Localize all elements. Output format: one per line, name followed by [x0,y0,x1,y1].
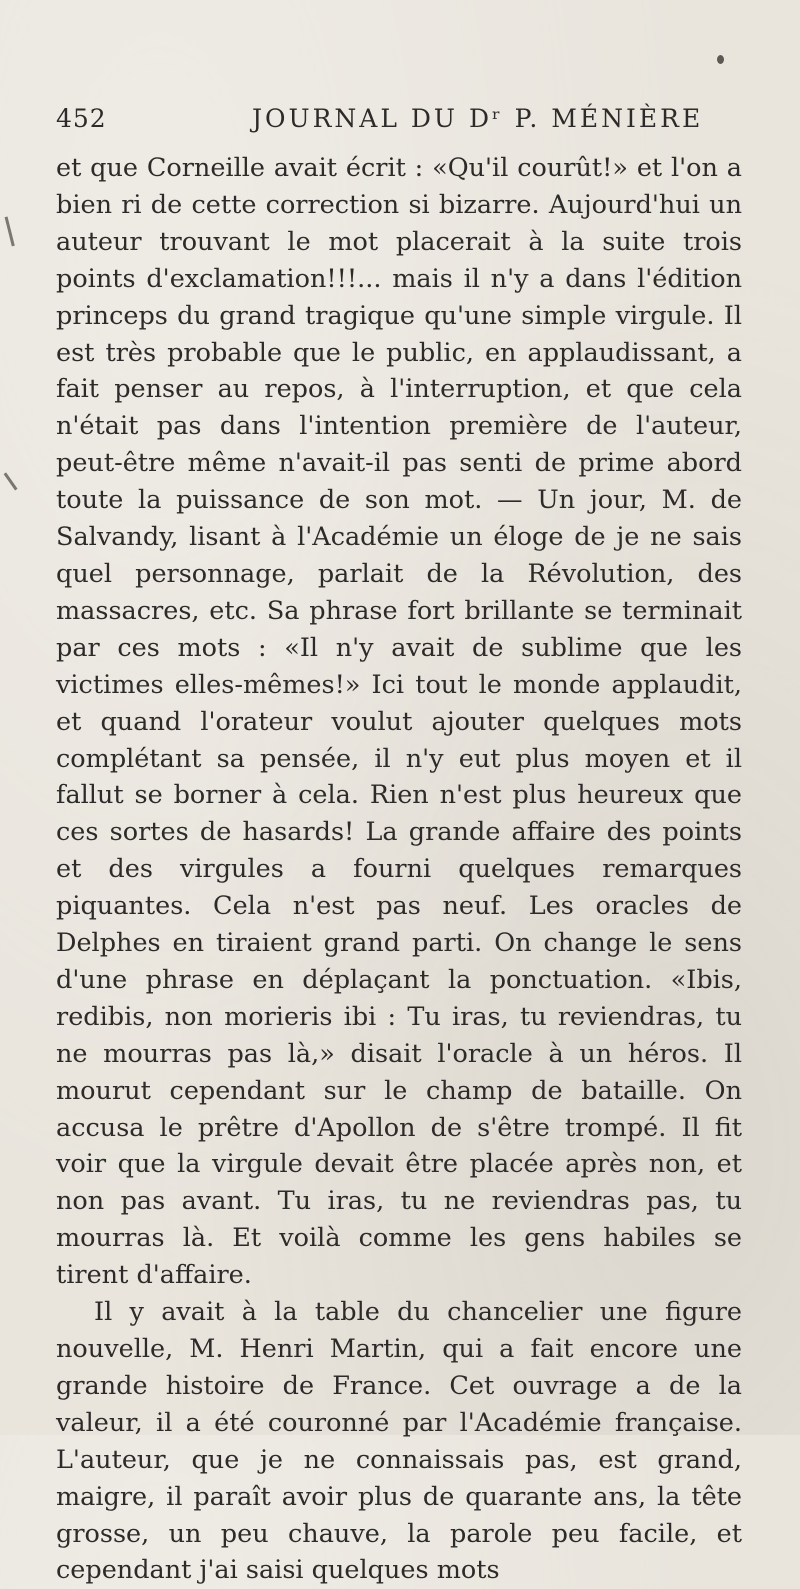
page-number: 452 [56,104,107,133]
paragraph: et que Corneille avait écrit : «Qu'il courût!» et l'on a bien ri de cette correction si bizarre. Aujourd'hui un auteur trouvant le mot placerait à la suite trois points d'exclamation!!!... mais il n'y a dans l'édition princeps du grand tragique qu'une simple virgule. Il est très probable que le public, en applaudissant, a fait penser au repos, à l'interruption, et que cela n'était pas dans l'intention première de l'auteur, peut-être même n'avait-il pas senti de prime abord toute la puissance de son mot. — Un jour, M. de Salvandy, lisant à l'Académie un éloge de je ne sais quel personnage, parlait de la Révolution, des massacres, etc. Sa phrase fort brillante se terminait par ces mots : «Il n'y avait de sublime que les victimes elles-mêmes!» Ici tout le monde applaudit, et quand l'orateur voulut ajouter quelques mots complétant sa pensée, il n'y eut plus moyen et il fallut se borner à cela. Rien n'est plus heureux que ces sortes de hasards! La grande affaire des points et des virgules a fourni quelques remarques piquantes. Cela n'est pas neuf. Les oracles de Delphes en tiraient grand parti. On change le sens d'une phrase en déplaçant la ponctuation. «Ibis, redibis, non morieris ibi : Tu iras, tu reviendras, tu ne mourras pas là,» disait l'oracle à un héros. Il mourut cependant sur le champ de bataille. On accusa le prêtre d'Apollon de s'être trompé. Il fit voir que la virgule devait être placée après non, et non pas avant. Tu iras, tu ne reviendras pas, tu mourras là. Et voilà comme les gens habiles se tirent d'affaire. [56,153,742,1291]
ink-spot [717,55,724,64]
running-head: JOURNAL DU Dʳ P. MÉNIÈRE [252,104,704,133]
paragraph: Il y avait à la table du chancelier une figure nouvelle, M. Henri Martin, qui a fait encore une grande histoire de France. Cet ouvrage a de la valeur, il a été couronné par l'Académie française. L'auteur, que je ne connaissais pas, est grand, maigre, il paraît avoir plus de quarante ans, la tête grosse, un peu chauve, la parole peu facile, et cependant j'ai saisi quelques mots [56,1297,742,1586]
page-header [56,104,756,144]
body-text [56,150,742,1589]
margin-pencil-mark [4,466,28,491]
margin-pencil-mark [5,214,27,247]
